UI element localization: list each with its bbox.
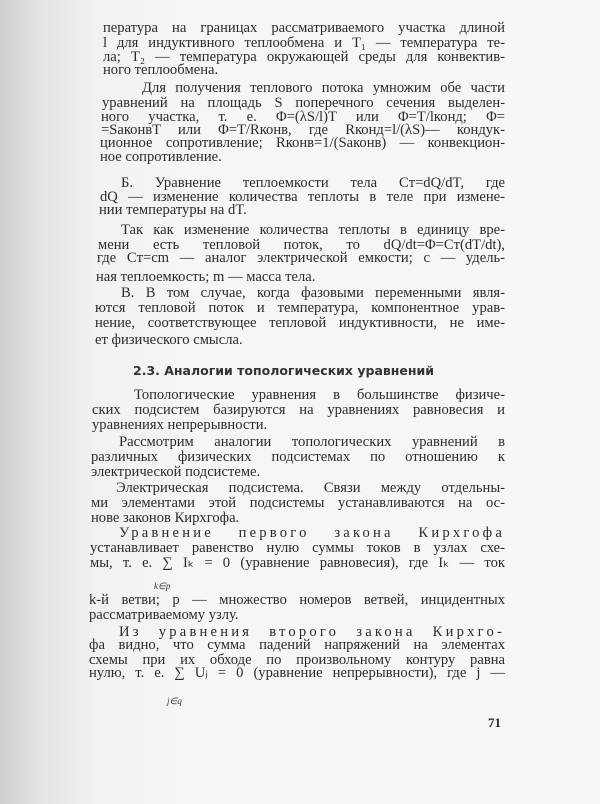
text-line: =SaконвT или Φ=T/Rконв, где Rконд=l/(λS)— кондук- <box>101 122 505 138</box>
page-number: 71 <box>488 715 501 730</box>
text-line: Так как изменение количества теплоты в единицу вре- <box>121 222 505 238</box>
text-line: k-й ветви; p — множество номеров ветвей, инцидентных <box>89 592 505 608</box>
text-line: нове законов Кирхгофа. <box>91 510 240 526</box>
text-line: Уравнение первого закона Кирхгофа <box>119 525 505 541</box>
text-line: В. В том случае, когда фазовыми переменными явля- <box>121 285 505 301</box>
text-line: ются тепловой поток и температура, компонентное урав- <box>95 300 505 316</box>
text-line: Б. Уравнение теплоемкости тела Cт=dQ/dT, где <box>121 175 505 191</box>
text-line: Рассмотрим аналогии топологических уравнений в <box>119 434 505 450</box>
text-line: различных физических подсистемах по отношению к <box>91 449 505 465</box>
text-line: Топологические уравнения в большинстве физиче- <box>134 387 505 403</box>
text-line: мени есть тепловой поток, то dQ/dt=Φ=Cт(dT/dt), <box>98 237 505 253</box>
text-line: уравнениях непрерывности. <box>92 417 268 433</box>
text-line: ла; T₂ — температура окружающей среды для конвектив- <box>103 49 505 65</box>
sum-subscript-2: j∈q <box>167 696 182 706</box>
text-line: электрической подсистеме. <box>91 464 261 480</box>
text-line: ное сопротивление. <box>100 149 222 165</box>
text-line: пература на границах рассматриваемого участка длиной <box>103 20 505 36</box>
text-line: фа видно, что сумма падений напряжений на элементах <box>89 637 505 653</box>
text-line: где Cт=cm — аналог электрической емкости; c — удель- <box>97 250 505 266</box>
text-line: Электрическая подсистема. Связи между отдельны- <box>116 480 505 496</box>
text-line: ет физического смысла. <box>95 332 243 348</box>
text-line: схемы при их обходе по произвольному контуру равна <box>89 652 505 668</box>
text-line: ного теплообмена. <box>103 62 219 78</box>
text-line: уравнений на площадь S поперечного сечения выделен- <box>102 95 505 111</box>
text-line: ми элементами этой подсистемы устанавливаются на ос- <box>91 495 505 511</box>
text-line: мы, т. е. ∑ Iₖ = 0 (уравнение равновесия), где Iₖ — ток <box>90 555 505 571</box>
sum-subscript-1: k∈p <box>154 581 171 591</box>
section-heading: 2.3. Аналогии топологических уравнений <box>133 363 435 378</box>
text-line: l для индуктивного теплообмена и T₁ — температура те- <box>103 35 505 51</box>
text-line: ная теплоемкость; m — масса тела. <box>96 269 316 285</box>
text-line: Для получения теплового потока умножим обе части <box>142 80 505 96</box>
text-line: ских подсистем базируются на уравнениях равновесия и <box>92 402 505 418</box>
text-line: Из уравнения второго закона Кирхго- <box>119 624 505 640</box>
text-line: нение, соответствующее тепловой индуктивности, не име- <box>95 315 505 331</box>
text-line: ного участка, т. е. Φ=(λS/l)T или Φ=T/lконд; Φ= <box>101 109 505 125</box>
text-line: рассматриваемому узлу. <box>89 607 239 623</box>
text-line: нулю, т. е. ∑ Uⱼ = 0 (уравнение непрерывности), где j — <box>89 665 505 681</box>
text-line: устанавливает равенство нулю суммы токов в узлах схе- <box>90 540 505 556</box>
text-line: dQ — изменение количества теплоты в теле при измене- <box>100 189 505 205</box>
text-line: ционное сопротивление; Rконв=1/(Saконв) — конвекцион- <box>100 135 505 151</box>
text-line: нии температуры на dT. <box>99 202 247 218</box>
